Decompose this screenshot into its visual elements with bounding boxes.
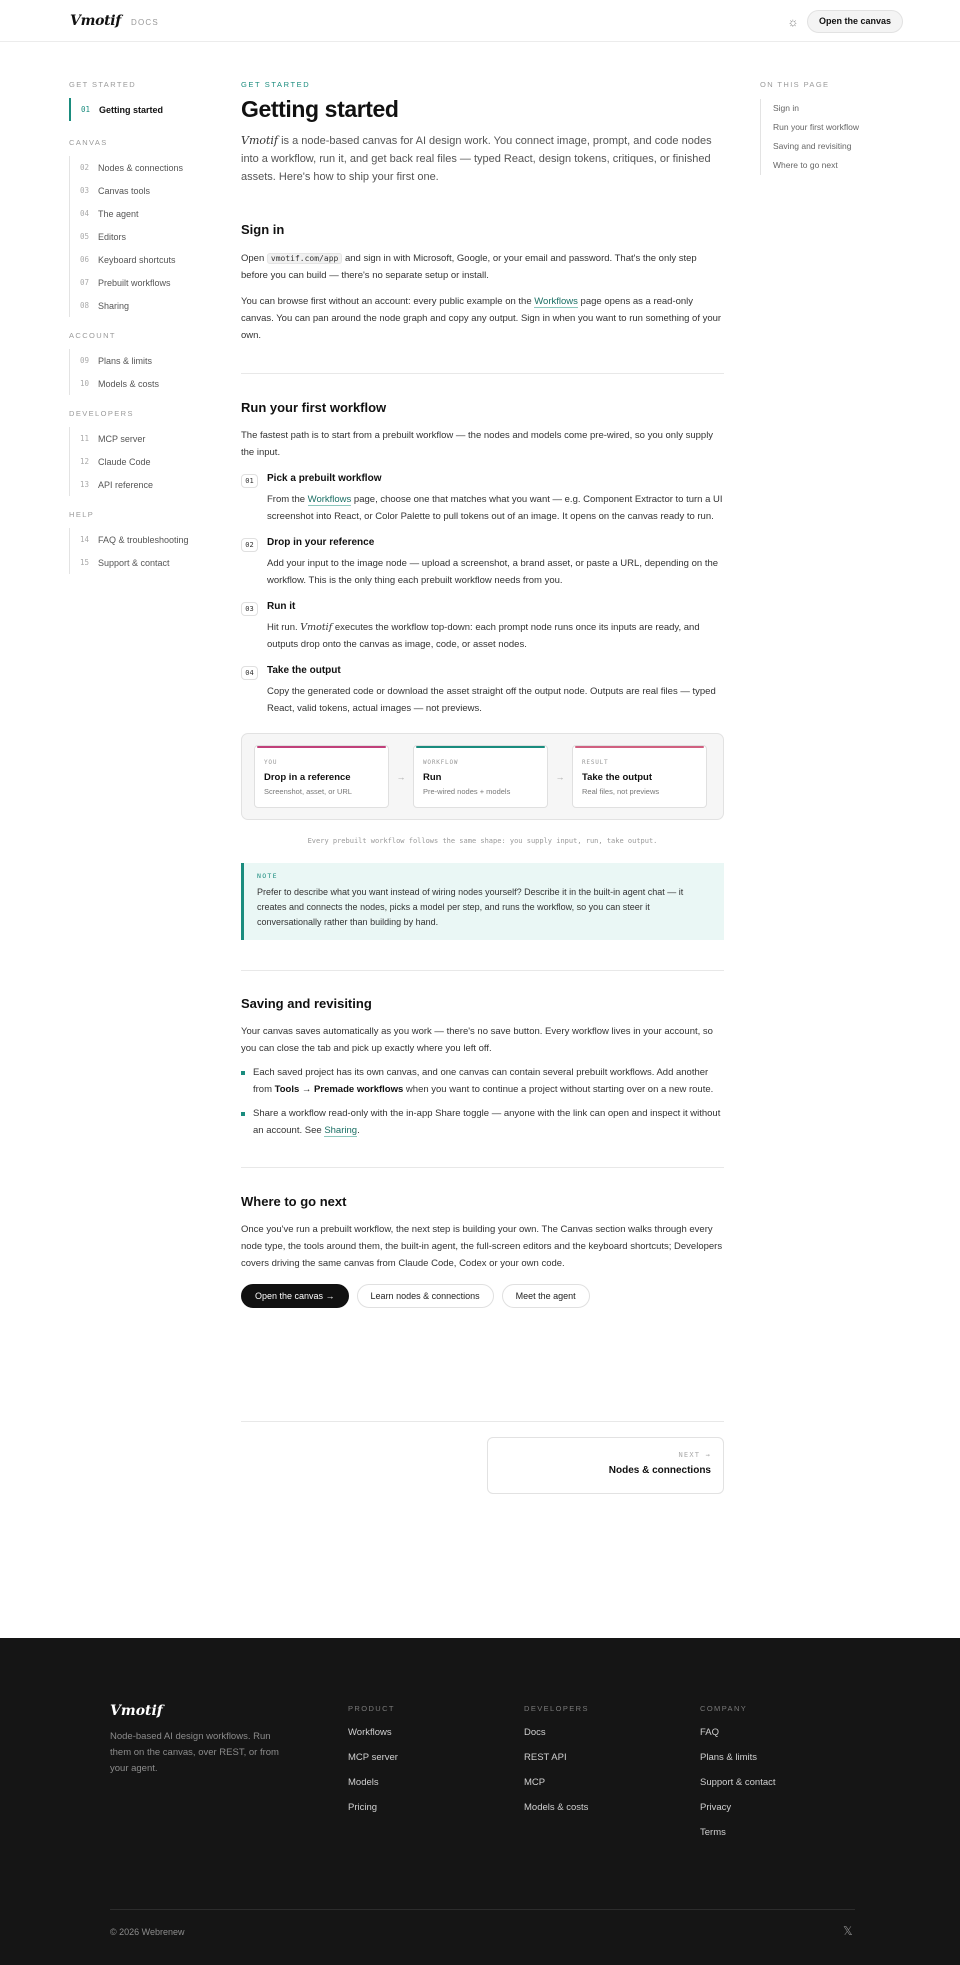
divider: [241, 373, 724, 374]
step-body: Copy the generated code or download the asset straight off the output node. Outputs are real files — typed React, valid tokens, actual images — not previews.: [267, 686, 716, 714]
footer-link[interactable]: Docs: [524, 1727, 546, 1738]
next-title: Nodes & connections: [608, 1465, 711, 1476]
sidebar-item-num: 15: [80, 558, 90, 567]
x-social-icon[interactable]: 𝕏: [843, 1924, 853, 1938]
next-label: NEXT →: [678, 1451, 711, 1459]
note-label: NOTE: [257, 872, 278, 880]
sidebar-item-faq[interactable]: [70, 528, 219, 551]
step-number: 02: [241, 538, 258, 552]
v-logo-icon: V: [110, 1703, 121, 1719]
open-canvas-button[interactable]: Open the canvas: [807, 10, 903, 33]
workflows-link[interactable]: Workflows: [307, 494, 352, 505]
toc-item-run[interactable]: Run your first workflow: [773, 122, 859, 132]
footer-link[interactable]: REST API: [524, 1752, 567, 1763]
sidebar-item-num: 12: [80, 457, 90, 466]
card-accent-bar: [416, 746, 545, 748]
sidebar-item-label: FAQ & troubleshooting: [98, 534, 189, 545]
sidebar-item-label: Models & costs: [98, 378, 160, 389]
sidebar-item-num: 06: [80, 255, 90, 264]
step-title: Run it: [267, 601, 296, 612]
footer-link[interactable]: Privacy: [700, 1802, 732, 1813]
footer-divider: [110, 1909, 855, 1910]
section-heading-next: Where to go next: [241, 1194, 347, 1209]
workflow-diagram: [241, 733, 724, 820]
cta-row: [241, 1284, 724, 1308]
sidebar-item-num: 01: [81, 105, 91, 114]
step-body: Add your input to the image node — upload a screenshot, a brand asset, or paste a URL, depending on the workflow. This is the only thing each prebuilt workflow needs from you.: [267, 558, 719, 586]
footer-tagline: Node-based AI design workflows. Run them on the canvas, over REST, or from your agent.: [110, 1731, 279, 1774]
paragraph: The fastest path is to start from a prebuilt workflow — the nodes and models come pre-wired, so you only supply the input.: [241, 430, 714, 458]
step: [241, 537, 724, 589]
footer-column-title: COMPANY: [700, 1704, 748, 1713]
sidebar-section-title: HELP: [69, 510, 95, 519]
footer-link[interactable]: MCP: [524, 1777, 546, 1788]
footer-link[interactable]: Pricing: [348, 1802, 378, 1813]
card-subtitle: Real files, not previews: [582, 787, 660, 796]
sidebar-item-getting-started[interactable]: [69, 98, 219, 121]
sidebar-item-label: Claude Code: [98, 456, 151, 467]
card-accent-bar: [575, 746, 704, 748]
sidebar-item-plans[interactable]: [70, 349, 219, 372]
sidebar-item-claude-code[interactable]: [70, 450, 219, 473]
sidebar-item-agent[interactable]: [70, 202, 219, 225]
sidebar-item-shortcuts[interactable]: [70, 248, 219, 271]
sidebar-item-mcp[interactable]: [70, 427, 219, 450]
section-heading-sign-in: Sign in: [241, 222, 285, 237]
paragraph: You can browse first without an account: every public example on the Workflows page opens as a read-only canvas. You can pan around the node graph and copy any output. Sign in when you want to run something of your own.: [241, 296, 722, 341]
card-tag: YOU: [264, 759, 278, 766]
sidebar-item-editors[interactable]: [70, 225, 219, 248]
sidebar-group: [69, 427, 219, 496]
paragraph: Open vmotif.com/app and sign in with Microsoft, Google, or your email and password. That's the only step before you can build — there's no separate setup or install.: [241, 253, 697, 281]
step-number: 01: [241, 474, 258, 488]
step-number: 04: [241, 666, 258, 680]
sidebar-item-num: 04: [80, 209, 90, 218]
footer-link[interactable]: FAQ: [700, 1727, 720, 1738]
sidebar-item-num: 07: [80, 278, 90, 287]
card-tag: WORKFLOW: [423, 759, 459, 766]
card-accent-bar: [257, 746, 386, 748]
footer-link[interactable]: Workflows: [348, 1727, 392, 1738]
docs-label: DOCS: [131, 18, 159, 27]
sidebar-item-nodes[interactable]: [70, 156, 219, 179]
sidebar-item-num: 13: [80, 480, 90, 489]
sidebar-group: [69, 349, 219, 395]
sidebar-item-num: 03: [80, 186, 90, 195]
arrow-right-icon: →: [555, 771, 565, 782]
footer-link[interactable]: Plans & limits: [700, 1752, 758, 1763]
footer-column-developers: [524, 1704, 589, 1827]
toc-title: ON THIS PAGE: [760, 80, 830, 89]
card-title: Drop in a reference: [264, 772, 351, 783]
list-item: Share a workflow read-only with the in-app Share toggle — anyone with the link can open and inspect it without an account. See Sharing.: [241, 1105, 724, 1139]
sidebar-group: [69, 528, 219, 574]
pager: [241, 1421, 724, 1491]
sidebar-item-prebuilt[interactable]: [70, 271, 219, 294]
sidebar-group: [69, 156, 219, 317]
paragraph: Your canvas saves automatically as you work — there's no save button. Every workflow lives in your account, so you can close the tab and pick up exactly where you left off.: [241, 1026, 713, 1054]
flow-card-result: [572, 745, 707, 808]
sidebar-item-num: 08: [80, 301, 90, 310]
sidebar-section-title: CANVAS: [69, 138, 108, 147]
learn-nodes-button[interactable]: Learn nodes & connections: [357, 1284, 494, 1308]
eyebrow: GET STARTED: [241, 80, 311, 89]
toc-item-next[interactable]: Where to go next: [773, 160, 838, 170]
sidebar-section-title: DEVELOPERS: [69, 409, 134, 418]
list-item: Each saved project has its own canvas, and one canvas can contain several prebuilt workflows. Add another from Tools → Premade workflows when you want to continue a project without starting over on a new route.: [241, 1064, 724, 1098]
sidebar-item-label: Getting started: [99, 104, 164, 115]
sidebar-item-num: 11: [80, 434, 90, 443]
divider: [241, 1167, 724, 1168]
card-title: Take the output: [582, 772, 653, 783]
footer-link[interactable]: Models & costs: [524, 1802, 589, 1813]
sidebar-item-num: 14: [80, 535, 90, 544]
paragraph: Once you've run a prebuilt workflow, the next step is building your own. The Canvas section walks through every node type, the tools around them, the built-in agent, the full-screen editors and the keyboard shortcuts; Developers covers driving the same canvas from Claude Code, Codex or your own code.: [241, 1224, 723, 1269]
sidebar-item-label: Editors: [98, 231, 127, 242]
toc-item-sign-in[interactable]: Sign in: [773, 103, 799, 113]
brand-logo[interactable]: Vmotif: [70, 13, 122, 29]
sidebar-item-num: 02: [80, 163, 90, 172]
sidebar-item-label: The agent: [98, 208, 139, 219]
meet-agent-button[interactable]: Meet the agent: [502, 1284, 590, 1308]
step-title: Pick a prebuilt workflow: [267, 473, 382, 484]
sidebar-item-label: MCP server: [98, 433, 146, 444]
sidebar-item-label: Plans & limits: [98, 355, 153, 366]
site-footer: [0, 1638, 960, 1965]
card-subtitle: Screenshot, asset, or URL: [264, 787, 352, 796]
divider: [241, 1421, 724, 1422]
sidebar-group: [69, 98, 219, 121]
sidebar-section-title: ACCOUNT: [69, 331, 116, 340]
sidebar-item-api[interactable]: [70, 473, 219, 496]
card-subtitle: Pre-wired nodes + models: [423, 787, 511, 796]
sidebar-item-label: API reference: [98, 479, 154, 490]
open-canvas-cta[interactable]: Open the canvas →: [241, 1284, 349, 1308]
divider: [241, 970, 724, 971]
sidebar-item-label: Support & contact: [98, 557, 170, 568]
main-content: [241, 80, 724, 1308]
workflows-link[interactable]: Workflows: [534, 296, 578, 307]
sidebar-item-num: 05: [80, 232, 90, 241]
brand-name: Vmotif: [300, 622, 333, 633]
sidebar-item-num: 09: [80, 356, 90, 365]
on-this-page: [760, 80, 900, 175]
url-code: vmotif.com/app: [267, 253, 342, 264]
top-bar: [0, 0, 960, 42]
step-number: 03: [241, 602, 258, 616]
brand-name: Vmotif: [241, 134, 279, 147]
page-title: Getting started: [241, 96, 399, 122]
footer-column-title: PRODUCT: [348, 1704, 395, 1713]
card-tag: RESULT: [582, 759, 609, 766]
step-body: From the Workflows page, choose one that matches what you want — e.g. Component Extractor to turn a UI screenshot into React, or Color Palette to pull tokens out of an image. It opens on the canvas ready to run.: [267, 494, 723, 522]
step: [241, 601, 724, 653]
footer-logo[interactable]: Vmotif: [110, 1703, 163, 1719]
sidebar-item-label: Keyboard shortcuts: [98, 254, 176, 265]
sidebar-item-sharing[interactable]: [70, 294, 219, 317]
footer-link[interactable]: Terms: [700, 1827, 726, 1838]
copyright: © 2026 Webrenew: [110, 1927, 185, 1937]
sidebar-item-canvas-tools[interactable]: [70, 179, 219, 202]
footer-column-company: [700, 1704, 776, 1852]
lead-paragraph: Vmotif is a node-based canvas for AI design work. You connect image, prompt, and code nodes into a workflow, run it, and get back real files — typed React, design tokens, critiques, or finished assets. Here's how to ship your first one.: [241, 134, 712, 183]
step-body: Hit run. Vmotif executes the workflow top-down: each prompt node runs once its inputs are ready, and outputs drop onto the canvas as image, code, or asset nodes.: [267, 622, 700, 650]
card-title: Run: [423, 772, 442, 783]
step-title: Take the output: [267, 665, 341, 676]
note-body: Prefer to describe what you want instead of wiring nodes yourself? Describe it in the built-in agent chat — it creates and connects the nodes, picks a model per step, and runs the workflow, so you can steer it conversationally rather than building by hand.: [257, 887, 684, 927]
flow-card-you: [254, 745, 389, 808]
sidebar-item-label: Prebuilt workflows: [98, 277, 171, 288]
flow-card-workflow: [413, 745, 548, 808]
diagram-caption: Every prebuilt workflow follows the same shape: you supply input, run, take output.: [307, 837, 658, 845]
toc-list: [760, 99, 900, 175]
note-callout: [241, 863, 724, 940]
next-page-card[interactable]: [487, 1437, 724, 1494]
footer-link[interactable]: Support & contact: [700, 1777, 776, 1788]
sidebar-item-label: Nodes & connections: [98, 162, 184, 173]
section-heading-saving: Saving and revisiting: [241, 996, 372, 1011]
sidebar-item-models[interactable]: [70, 372, 219, 395]
step: [241, 473, 724, 525]
footer-link[interactable]: MCP server: [348, 1752, 398, 1763]
sidebar-item-label: Canvas tools: [98, 185, 151, 196]
sidebar-item-num: 10: [80, 379, 90, 388]
brand[interactable]: [70, 13, 159, 29]
v-logo-icon: V: [70, 13, 81, 29]
footer-column-title: DEVELOPERS: [524, 1704, 589, 1713]
sidebar-section-title: GET STARTED: [69, 80, 137, 89]
step-title: Drop in your reference: [267, 537, 375, 548]
bullet-dot: [241, 1112, 245, 1116]
footer-link[interactable]: Models: [348, 1777, 379, 1788]
step: [241, 665, 724, 717]
section-heading-run: Run your first workflow: [241, 400, 387, 415]
bullet-dot: [241, 1071, 245, 1075]
sidebar-item-support[interactable]: [70, 551, 219, 574]
toc-item-saving[interactable]: Saving and revisiting: [773, 141, 852, 151]
arrow-right-icon: →: [396, 771, 406, 782]
sharing-link[interactable]: Sharing: [324, 1125, 358, 1136]
sun-icon[interactable]: ☼: [787, 15, 799, 29]
docs-sidebar: [69, 80, 219, 588]
sidebar-item-label: Sharing: [98, 300, 130, 311]
footer-column-product: [348, 1704, 398, 1827]
